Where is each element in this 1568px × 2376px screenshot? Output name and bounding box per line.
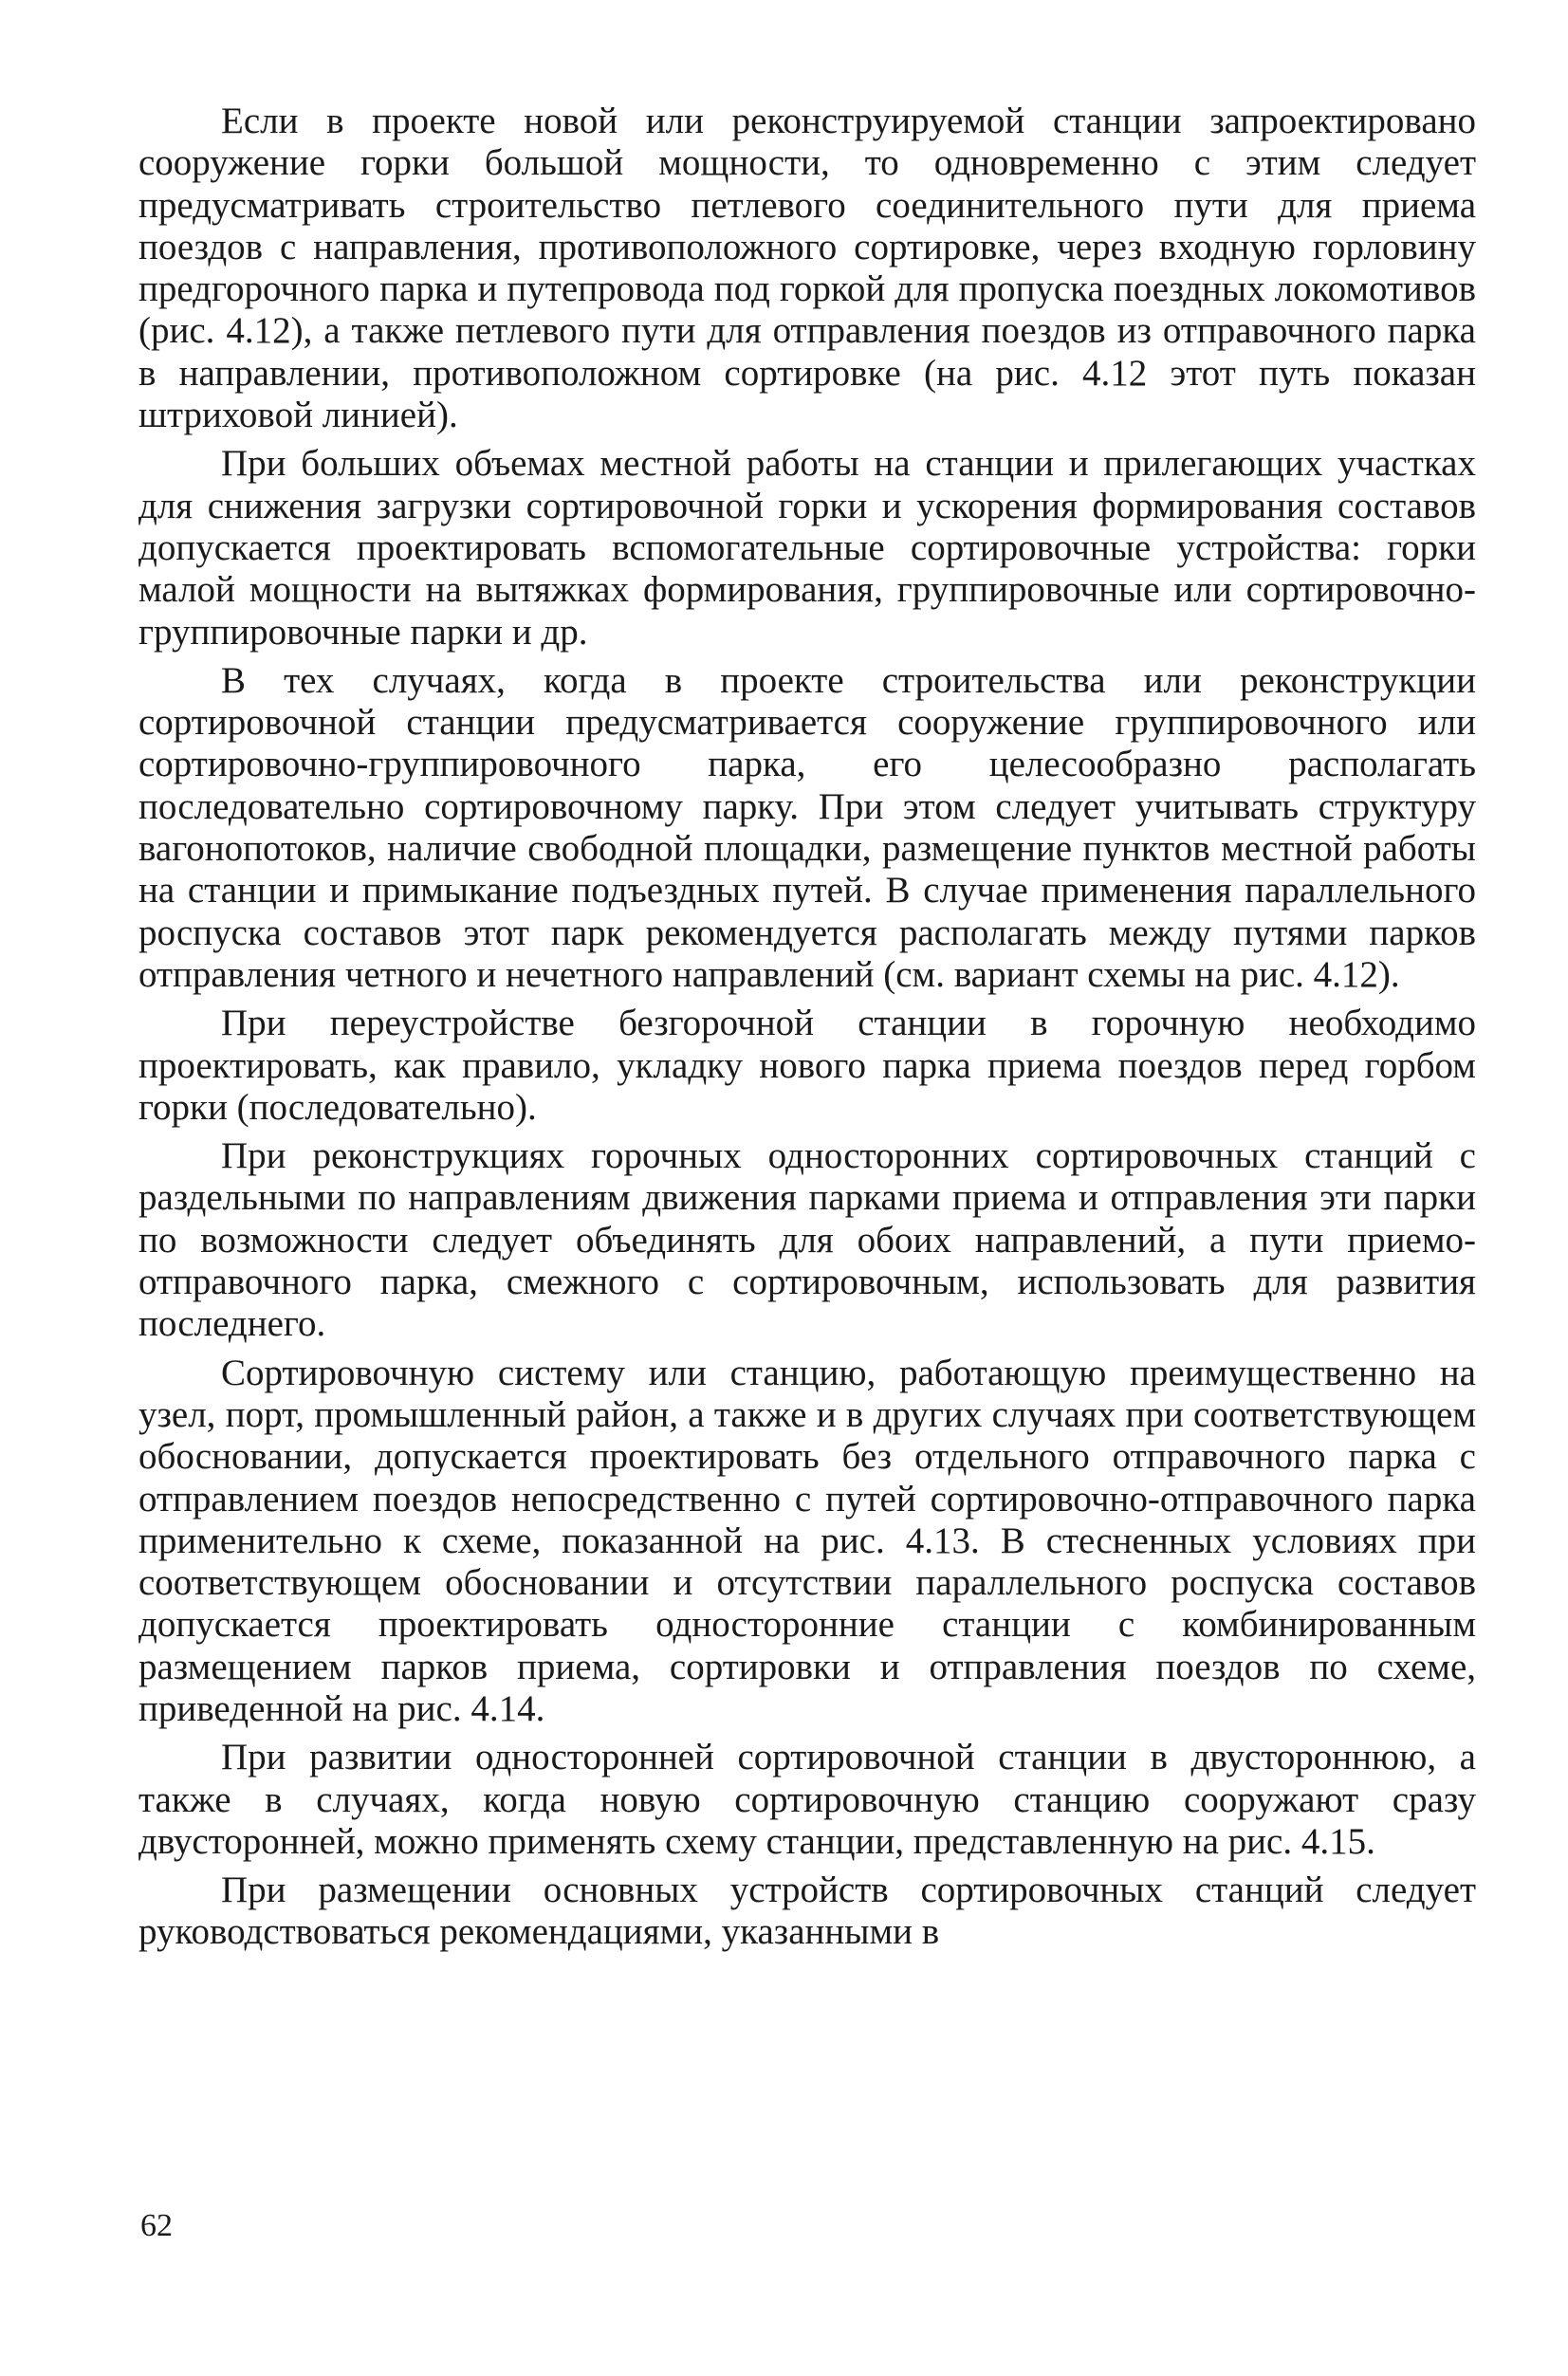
page-body — [138, 101, 1476, 1961]
paragraph-3: В тех случаях, когда в проекте строительства или реконструкции сортировочной станции предусматривается сооружение группировочного или сортировочно-группировочного парка, его целесообразно располагать последовательно сортировочному парку. При этом следует учитывать структуру вагонопотоков, наличие свободной площадки, размещение пунктов местной работы на станции и примыкание подъездных путей. В случае применения параллельного роспуска составов этот парк рекомендуется располагать между путями парков отправления четного и нечетного направлений (см. вариант схемы на рис. 4.12). — [138, 659, 1476, 995]
paragraph-2: При больших объемах местной работы на станции и прилегающих участках для снижения загрузки сортировочной горки и ускорения формирования составов допускается проектировать вспомогательные сортировочные устройства: горки малой мощности на вытяжках формирования, группировочные или сортировочно-группировочные парки и др. — [138, 443, 1476, 653]
paragraph-5: При реконструкциях горочных односторонних сортировочных станций с раздельными по направлениям движения парками приема и отправления эти парки по возможности следует объединять для обоих направлений, а пути приемо-отправочного парка, смежного с сортировочным, использовать для развития последнего. — [138, 1135, 1476, 1345]
paragraph-8: При размещении основных устройств сортировочных станций следует руководствоваться рекомендациями, указанными в — [138, 1869, 1476, 1953]
paragraph-7: При развитии односторонней сортировочной станции в двустороннюю, а также в случаях, когда новую сортировочную станцию сооружают сразу двусторонней, можно применять схему станции, представленную на рис. 4.15. — [138, 1737, 1476, 1862]
paragraph-1: Если в проекте новой или реконструируемой станции запроектировано сооружение горки большой мощности, то одновременно с этим следует предусматривать строительство петлевого соединительного пути для приема поездов с направления, противоположного сортировке, через входную горловину предгорочного парка и путепровода под горкой для пропуска поездных локомотивов (рис. 4.12), а также петлевого пути для отправления поездов из отправочного парка в направлении, противоположном сортировке (на рис. 4.12 этот путь показан штриховой линией). — [138, 101, 1476, 436]
paragraph-4: При переустройстве безгорочной станции в горочную необходимо проектировать, как правило, укладку нового парка приема поездов перед горбом горки (последовательно). — [138, 1003, 1476, 1128]
paragraph-6: Сортировочную систему или станцию, работающую преимущественно на узел, порт, промышленный район, а также и в других случаях при соответствующем обосновании, допускается проектировать без отдельного отправочного парка с отправлением поездов непосредственно с путей сортировочно-отправочного парка применительно к схеме, показанной на рис. 4.13. В стесненных условиях при соответствующем обосновании и отсутствии параллельного роспуска составов допускается проектировать односторонние станции с комбинированным размещением парков приема, сортировки и отправления поездов по схеме, приведенной на рис. 4.14. — [138, 1352, 1476, 1729]
page-number: 62 — [140, 2208, 173, 2243]
